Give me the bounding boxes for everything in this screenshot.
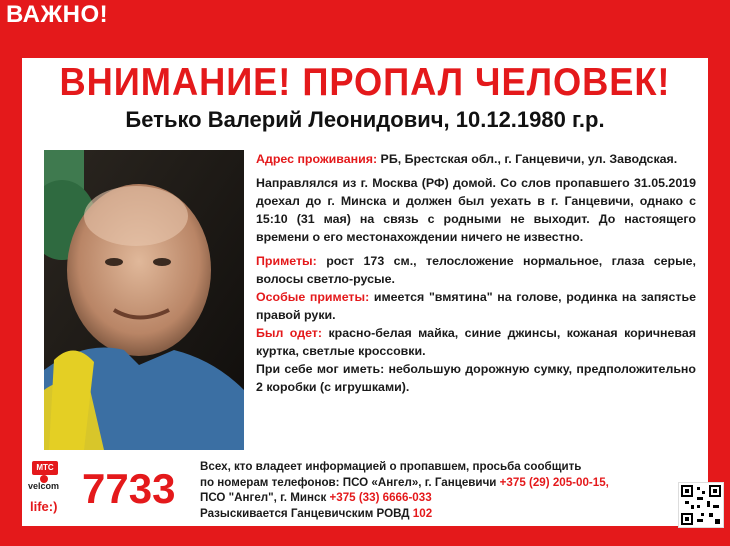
signs-paragraph	[256, 252, 696, 288]
special-label: Особые приметы:	[256, 290, 370, 304]
qr-code-icon	[678, 482, 724, 528]
contacts-line2	[200, 475, 670, 491]
contacts-line2-prefix: по номерам телефонов: ПСО «Ангел», г. Ганцевичи	[200, 475, 500, 489]
contact-strip	[22, 455, 708, 526]
address-label: Адрес проживания:	[256, 152, 378, 166]
info-block	[256, 150, 696, 402]
contacts-line1: Всех, кто владеет информацией о пропавшем, просьба сообщить	[200, 460, 582, 473]
contacts-line4-prefix: Разыскивается Ганцевичским РОВД	[200, 506, 413, 520]
qr-code-graphic	[679, 483, 723, 527]
mts-logo: МТС	[32, 461, 58, 475]
special-paragraph	[256, 288, 696, 324]
life-logo: life:)	[30, 499, 58, 514]
special-value: имеется "вмятина" на голове, родинка на запястье правой руки.	[256, 290, 696, 322]
contacts-line3	[200, 490, 670, 506]
clothes-value: красно-белая майка, синие джинсы, кожаная коричневая куртка, светлые кроссовки.	[256, 326, 697, 358]
person-name: Бетько Валерий Леонидович, 10.12.1980 г.р.	[125, 107, 605, 132]
contacts-line3-prefix: ПСО "Ангел", г. Минск	[200, 491, 330, 504]
address-paragraph	[256, 150, 696, 168]
operator-logos	[26, 459, 78, 521]
phone-minsk: +375 (33) 6666-033	[329, 491, 432, 504]
clothes-label: Был одет:	[256, 326, 323, 340]
clothes-paragraph	[256, 324, 696, 360]
person-photo	[44, 150, 244, 450]
short-number: 7733	[82, 465, 176, 512]
address-value: РБ, Брестская обл., г. Ганцевичи, ул. Заводская.	[377, 152, 678, 166]
phone-ganceviche: +375 (29) 205-00-15,	[499, 475, 609, 489]
police-number: 102	[412, 506, 433, 520]
story-paragraph: Направлялся из г. Москва (РФ) домой. Со слов пропавшего 31.05.2019 доехал до г. Минска и должен был уехать в г. Ганцевичи, однако с 15:10 (31 мая) на связь с родными не выходит. До настоящего времени о его местонахождении ничего не известно.	[256, 176, 696, 244]
signs-label: Приметы:	[256, 254, 317, 268]
headline: ВНИМАНИЕ! ПРОПАЛ ЧЕЛОВЕК!	[59, 61, 671, 104]
contacts-text	[200, 459, 670, 521]
belongings-paragraph: При себе мог иметь: небольшую дорожную сумку, предположительно 2 коробки (с игрушками).	[256, 362, 696, 394]
signs-value: рост 173 см., телосложение нормальное, глаза серые, волосы светло-русые.	[256, 254, 696, 286]
portrait-image	[44, 150, 244, 450]
velcom-logo: velcom	[28, 481, 60, 491]
important-badge: ВАЖНО!	[0, 0, 141, 30]
contacts-line4	[200, 506, 670, 522]
poster-sheet	[22, 58, 708, 526]
